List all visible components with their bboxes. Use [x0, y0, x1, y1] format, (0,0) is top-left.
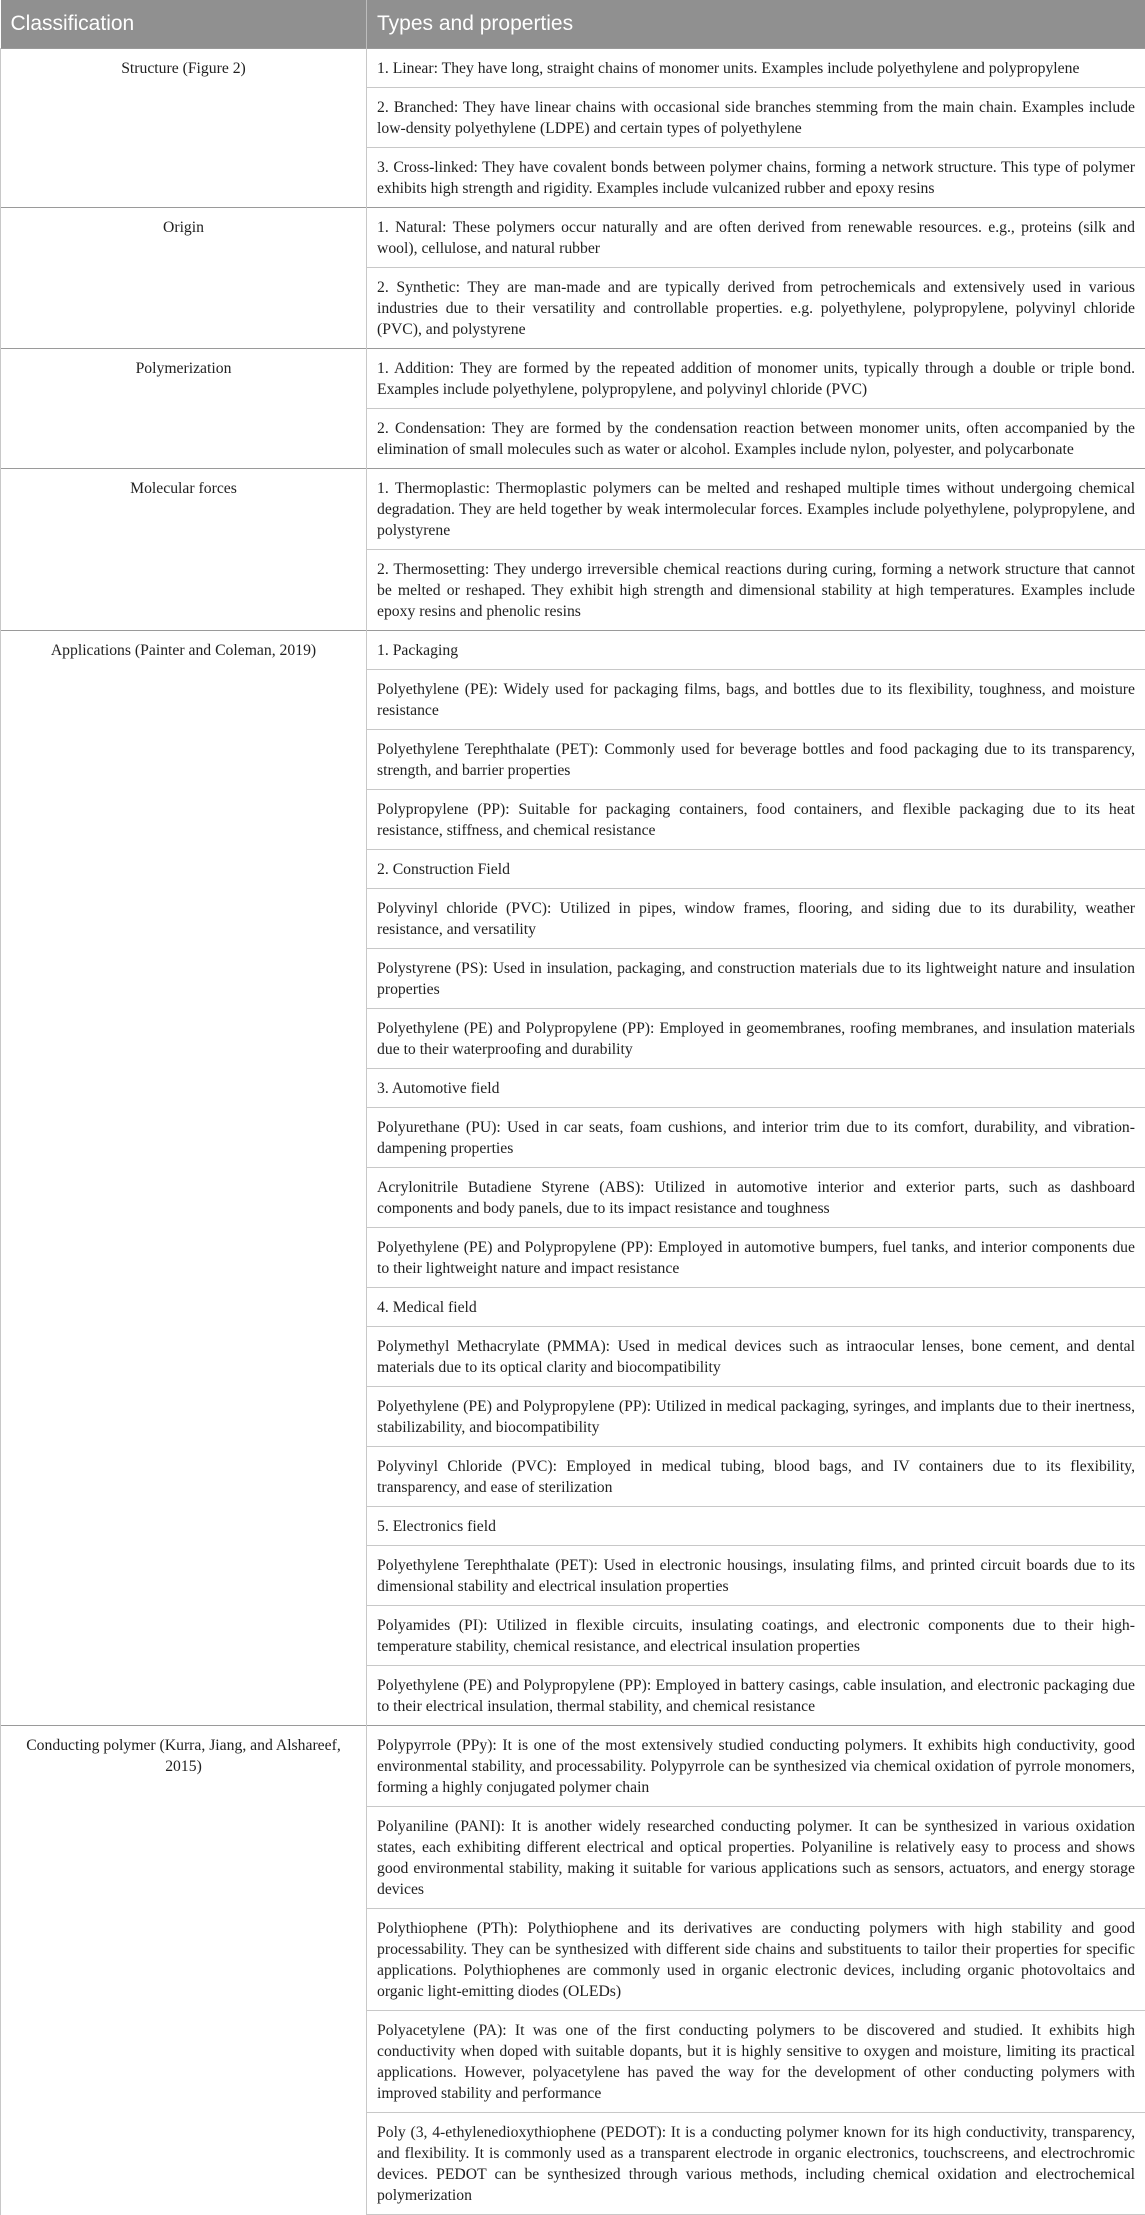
header-types-properties: Types and properties: [367, 0, 1145, 49]
property-cell: 2. Condensation: They are formed by the condensation reaction between monomer units, often accompanied by the elimination of small molecules such as water or alcohol. Examples include nylon, polyester, and polycarbonate: [367, 409, 1145, 469]
property-cell: Polyethylene Terephthalate (PET): Commonly used for beverage bottles and food packaging due to its transparency, strength, and barrier properties: [367, 730, 1145, 790]
table-row: [1, 1726, 1145, 1807]
header-row: [1, 0, 1145, 49]
table-row: [1, 469, 1145, 550]
property-cell: Polyvinyl Chloride (PVC): Employed in medical tubing, blood bags, and IV containers due to its flexibility, transparency, and ease of sterilization: [367, 1447, 1145, 1507]
classification-cell: Polymerization: [1, 349, 367, 469]
property-cell: 2. Construction Field: [367, 850, 1145, 889]
property-cell: Polyethylene (PE): Widely used for packaging films, bags, and bottles due to its flexibility, toughness, and moisture resistance: [367, 670, 1145, 730]
property-cell: Polythiophene (PTh): Polythiophene and its derivatives are conducting polymers with high stability and good processability. They can be synthesized with different side chains and substituents to tailor their properties for specific applications. Polythiophenes are commonly used in organic electronic devices, including organic photovoltaics and organic light-emitting diodes (OLEDs): [367, 1909, 1145, 2011]
classification-cell: Origin: [1, 208, 367, 349]
property-cell: Polyaniline (PANI): It is another widely researched conducting polymer. It can be synthesized in various oxidation states, each exhibiting different electrical and optical properties. Polyaniline is relatively easy to process and shows good environmental stability, making it suitable for various applications such as sensors, actuators, and energy storage devices: [367, 1807, 1145, 1909]
property-cell: 3. Automotive field: [367, 1069, 1145, 1108]
property-cell: 1. Packaging: [367, 631, 1145, 670]
property-cell: 2. Synthetic: They are man-made and are typically derived from petrochemicals and extensively used in various industries due to their versatility and controllable properties. e.g. polyethylene, polypropylene, polyvinyl chloride (PVC), and polystyrene: [367, 268, 1145, 349]
table-row: [1, 349, 1145, 409]
property-cell: Polyurethane (PU): Used in car seats, foam cushions, and interior trim due to its comfort, durability, and vibration-dampening properties: [367, 1108, 1145, 1168]
property-cell: 1. Natural: These polymers occur naturally and are often derived from renewable resources. e.g., proteins (silk and wool), cellulose, and natural rubber: [367, 208, 1145, 268]
property-cell: Polyvinyl chloride (PVC): Utilized in pipes, window frames, flooring, and siding due to its durability, weather resistance, and versatility: [367, 889, 1145, 949]
classification-cell: Molecular forces: [1, 469, 367, 631]
property-cell: Polyethylene Terephthalate (PET): Used in electronic housings, insulating films, and printed circuit boards due to its dimensional stability and electrical insulation properties: [367, 1546, 1145, 1606]
property-cell: Polyacetylene (PA): It was one of the first conducting polymers to be discovered and studied. It exhibits high conductivity when doped with suitable dopants, but it is highly sensitive to oxygen and moisture, limiting its practical applications. However, polyacetylene has paved the way for the development of other conducting polymers with improved stability and performance: [367, 2011, 1145, 2113]
table-row: [1, 631, 1145, 670]
header-classification: Classification: [1, 0, 367, 49]
property-cell: 1. Addition: They are formed by the repeated addition of monomer units, typically through a double or triple bond. Examples include polyethylene, polypropylene, and polyvinyl chloride (PVC): [367, 349, 1145, 409]
table-body: [1, 49, 1145, 2215]
property-cell: Polystyrene (PS): Used in insulation, packaging, and construction materials due to its lightweight nature and insulation properties: [367, 949, 1145, 1009]
table-header: [1, 0, 1145, 49]
property-cell: Polymethyl Methacrylate (PMMA): Used in medical devices such as intraocular lenses, bone cement, and dental materials due to its optical clarity and biocompatibility: [367, 1327, 1145, 1387]
property-cell: Poly (3, 4-ethylenedioxythiophene (PEDOT): It is a conducting polymer known for its high conductivity, transparency, and flexibility. It is commonly used as a transparent electrode in organic electronics, touchscreens, and electrochromic devices. PEDOT can be synthesized through various methods, including chemical oxidation and electrochemical polymerization: [367, 2113, 1145, 2215]
property-cell: Polyethylene (PE) and Polypropylene (PP): Utilized in medical packaging, syringes, and implants due to their inertness, stabilizability, and biocompatibility: [367, 1387, 1145, 1447]
property-cell: Polypyrrole (PPy): It is one of the most extensively studied conducting polymers. It exhibits high conductivity, good environmental stability, and processability. Polypyrrole can be synthesized via chemical oxidation of pyrrole monomers, forming a highly conjugated polymer chain: [367, 1726, 1145, 1807]
classification-cell: Conducting polymer (Kurra, Jiang, and Alshareef, 2015): [1, 1726, 367, 2215]
property-cell: Polyethylene (PE) and Polypropylene (PP): Employed in battery casings, cable insulation, and electronic packaging due to their electrical insulation, thermal stability, and chemical resistance: [367, 1666, 1145, 1726]
property-cell: 3. Cross-linked: They have covalent bonds between polymer chains, forming a network structure. This type of polymer exhibits high strength and rigidity. Examples include vulcanized rubber and epoxy resins: [367, 148, 1145, 208]
property-cell: 1. Thermoplastic: Thermoplastic polymers can be melted and reshaped multiple times without undergoing chemical degradation. They are held together by weak intermolecular forces. Examples include polyethylene, polypropylene, and polystyrene: [367, 469, 1145, 550]
property-cell: 2. Branched: They have linear chains with occasional side branches stemming from the main chain. Examples include low-density polyethylene (LDPE) and certain types of polyethylene: [367, 88, 1145, 148]
table-row: [1, 49, 1145, 88]
property-cell: Polyethylene (PE) and Polypropylene (PP): Employed in geomembranes, roofing membranes, and insulation materials due to their waterproofing and durability: [367, 1009, 1145, 1069]
property-cell: Polypropylene (PP): Suitable for packaging containers, food containers, and flexible packaging due to its heat resistance, stiffness, and chemical resistance: [367, 790, 1145, 850]
table-row: [1, 208, 1145, 268]
classification-cell: Applications (Painter and Coleman, 2019): [1, 631, 367, 1726]
property-cell: 1. Linear: They have long, straight chains of monomer units. Examples include polyethylene and polypropylene: [367, 49, 1145, 88]
property-cell: 2. Thermosetting: They undergo irreversible chemical reactions during curing, forming a network structure that cannot be melted or reshaped. They exhibit high strength and dimensional stability at high temperatures. Examples include epoxy resins and phenolic resins: [367, 550, 1145, 631]
property-cell: 4. Medical field: [367, 1288, 1145, 1327]
classification-cell: Structure (Figure 2): [1, 49, 367, 208]
property-cell: Polyethylene (PE) and Polypropylene (PP): Employed in automotive bumpers, fuel tanks, and interior components due to their lightweight nature and impact resistance: [367, 1228, 1145, 1288]
property-cell: 5. Electronics field: [367, 1507, 1145, 1546]
property-cell: Polyamides (PI): Utilized in flexible circuits, insulating coatings, and electronic components due to their high-temperature stability, chemical resistance, and electrical insulation properties: [367, 1606, 1145, 1666]
property-cell: Acrylonitrile Butadiene Styrene (ABS): Utilized in automotive interior and exterior parts, such as dashboard components and body panels, due to its impact resistance and toughness: [367, 1168, 1145, 1228]
